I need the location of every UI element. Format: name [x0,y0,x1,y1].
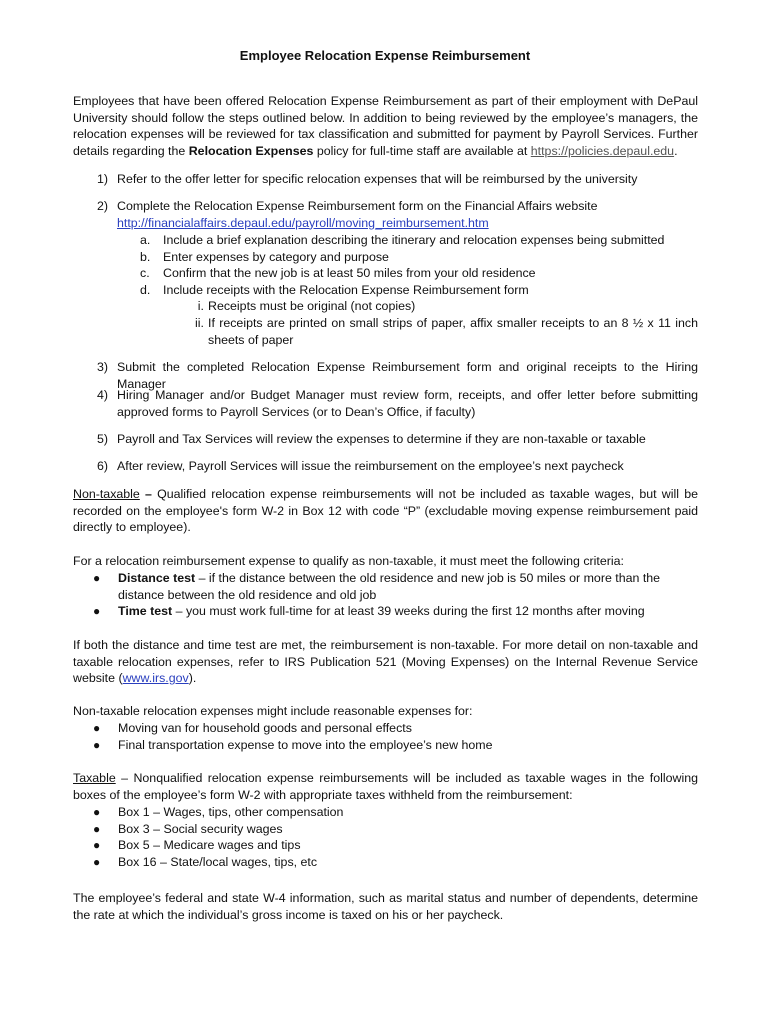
substep-c: c. Confirm that the new job is at least 50 miles from your old residence [140,266,536,280]
substep-d: d. Include receipts with the Relocation Expense Reimbursement form [140,283,529,297]
policies-link[interactable]: https://policies.depaul.edu [530,143,675,158]
list-item: ● Distance test – if the distance between the old residence and new job is 50 miles or more than the distance between the old residence and old job [93,571,661,602]
non-taxable-expenses-intro: Non-taxable relocation expenses might include reasonable expenses for: [73,704,473,718]
step-3: 3) Submit the completed Relocation Expense Reimbursement form and original receipts to the Hiring Manager [97,360,698,391]
step-4: 4) Hiring Manager and/or Budget Manager must review form, receipts, and offer letter before submitting approved forms to Payroll Services (or to Dean’s Office, if faculty) [97,388,698,419]
non-taxable-heading: Non-taxable [73,487,140,501]
closing-paragraph: The employee’s federal and state W-4 information, such as marital status and number of dependents, determine the rate at which the individual’s gross income is taxed on his or her paycheck. [73,891,698,922]
taxable-heading: Taxable [73,771,116,785]
list-item: ● Moving van for household goods and personal effects [93,721,412,735]
non-taxable-expenses-list [73,720,698,753]
substep-b: b. Enter expenses by category and purpose [140,250,389,264]
step-2: 2) Complete the Relocation Expense Reimbursement form on the Financial Affairs website http://financialaffairs.depaul.edu/payroll/moving_reimbursement.htm [97,199,598,230]
intro-paragraph: Employees that have been offered Relocation Expense Reimbursement as part of their employment with DePaul University should follow the steps outlined below. In addition to being reviewed by the employee’s managers, the relocation expenses will be reviewed for tax classification and submitted for payment by Payroll Services. Further details regarding the Relocation Expenses policy for full-time staff are available at https://policies.depaul.edu. [73,94,698,158]
irs-link[interactable]: www.irs.gov [122,671,189,686]
w2-boxes-list [73,804,698,870]
list-item: ● Box 5 – Medicare wages and tips [93,838,301,853]
subitem-ii: ii. If receipts are printed on small strips of paper, affix smaller receipts to an 8 ½ x 11 inch sheets of paper [195,316,698,347]
list-item: ● Box 16 – State/local wages, tips, etc [93,854,318,869]
substep-a: a. Include a brief explanation describing the itinerary and relocation expenses being submitted [140,233,665,247]
subitem-i: i. Receipts must be original (not copies) [197,299,416,313]
step-1: 1) Refer to the offer letter for specific relocation expenses that will be reimbursed by the university [97,172,638,186]
list-item: ● Box 1 – Wages, tips, other compensation [93,805,344,819]
list-item: ● Final transportation expense to move into the employee’s new home [93,737,493,752]
both-tests-paragraph: If both the distance and time test are met, the reimbursement is non-taxable. For more detail on non-taxable and taxable relocation expenses, refer to IRS Publication 521 (Moving Expenses) on the Internal Revenue Service website (www.irs.gov). [73,638,698,686]
non-taxable-paragraph: Non-taxable – Qualified relocation expense reimbursements will not be included as taxable wages, but will be recorded on the employee's form W-2 in Box 12 with code “P” (excludable moving expense reimbursement paid directly to employee). [73,487,698,535]
list-item: ● Time test – you must work full-time for at least 39 weeks during the first 12 months after moving [93,604,645,619]
step-6: 6) After review, Payroll Services will issue the reimbursement on the employee’s next paycheck [97,459,624,473]
policy-name: Relocation Expenses [188,143,314,158]
page-title: Employee Relocation Expense Reimbursement [239,48,531,63]
step-5: 5) Payroll and Tax Services will review the expenses to determine if they are non-taxable or taxable [97,432,646,446]
taxable-paragraph: Taxable – Nonqualified relocation expense reimbursements will be included as taxable wages in the following boxes of the employee’s form W-2 with appropriate taxes withheld from the reimbursement: [73,771,698,802]
reimbursement-form-link[interactable]: http://financialaffairs.depaul.edu/payroll/moving_reimbursement.htm [117,215,489,230]
list-item: ● Box 3 – Social security wages [93,821,283,836]
criteria-list [73,570,698,620]
criteria-intro: For a relocation reimbursement expense to qualify as non-taxable, it must meet the following criteria: [73,554,624,568]
